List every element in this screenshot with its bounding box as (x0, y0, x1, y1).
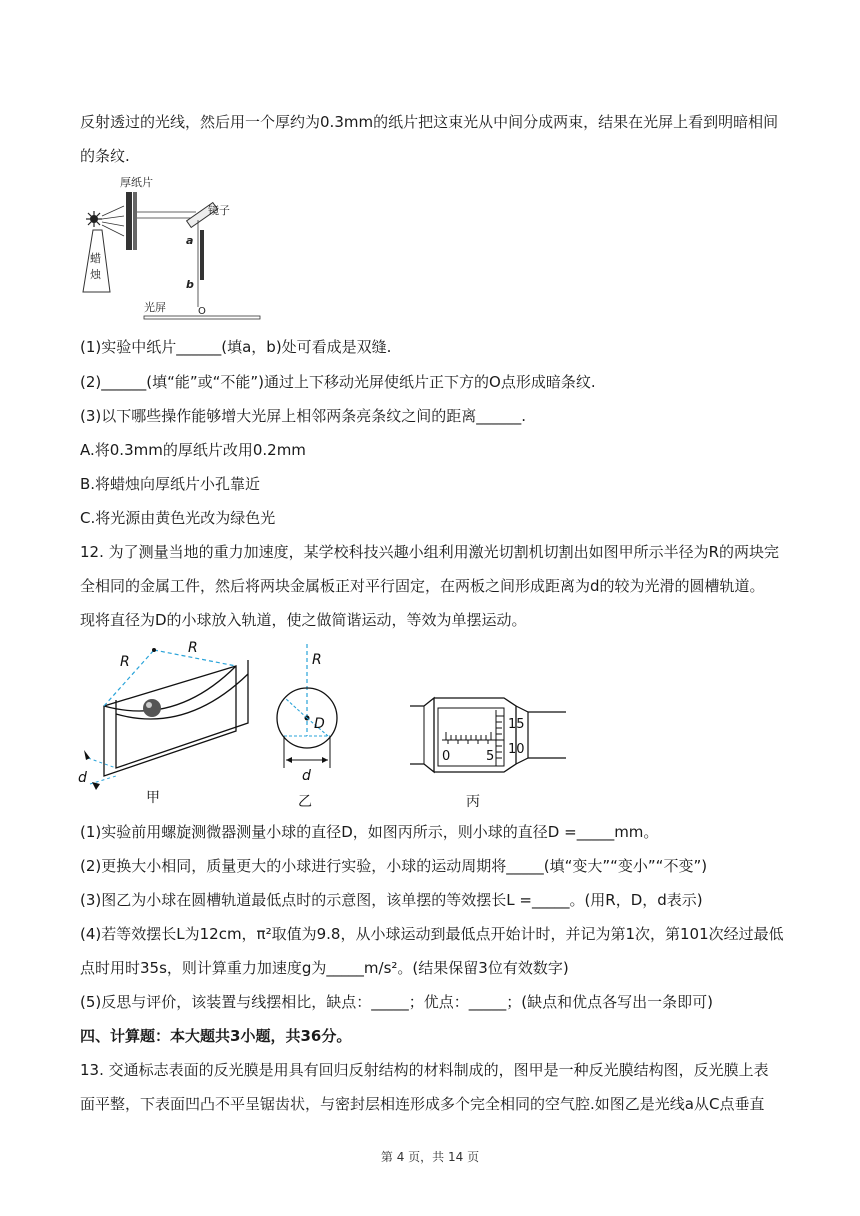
pendulum-figure (76, 636, 576, 816)
double-slit-figure (80, 172, 280, 322)
q11-part-2: (2)______(填“能”或“不能”)通过上下移动光屏使纸片正下方的O点形成暗条纹. (80, 373, 596, 391)
bing-5: 5 (486, 749, 495, 764)
page-footer: 第 4 页，共 14 页 (380, 1150, 480, 1164)
q12-part-4-line-1: (4)若等效摆长L为12cm，π²取值为9.8，从小球运动到最低点开始计时，并记为第1次，第101次经过最低 (80, 925, 784, 943)
ball (143, 699, 161, 717)
jia-r1: R (120, 654, 130, 670)
q12-part-3: (3)图乙为小球在圆槽轨道最低点时的示意图，该单摆的等效摆长L =_____。(用R，D，d表示) (80, 891, 703, 909)
candle-label-2: 烛 (90, 268, 101, 281)
mirror-label: 镜子 (208, 204, 230, 217)
q12-line-2: 全相同的金属工件，然后将两块金属板正对平行固定，在两板之间形成距离为d的较为光滑的圆槽轨道。 (80, 577, 765, 595)
card-label: 厚纸片 (120, 176, 153, 189)
bing-caption: 丙 (466, 794, 480, 810)
q11-part-3: (3)以下哪些操作能够增大光屏上相邻两条亮条纹之间的距离______. (80, 407, 527, 425)
q11-option-c: C.将光源由黄色光改为绿色光 (80, 509, 276, 527)
jia-r2: R (188, 640, 198, 656)
q12-part-4-line-2: 点时用时35s，则计算重力加速度g为_____m/s²。(结果保留3位有效数字) (80, 959, 569, 977)
q13-line-1: 13. 交通标志表面的反光膜是用具有回归反射结构的材料制成的，图甲是一种反光膜结构图，反光膜上表 (80, 1061, 769, 1079)
q12-line-3: 现将直径为D的小球放入轨道，使之做简谐运动，等效为单摆运动。 (80, 611, 527, 629)
yi-d-lower: d (302, 768, 311, 784)
q12-part-2: (2)更换大小相同，质量更大的小球进行实验，小球的运动周期将_____(填“变大”“变小”“不变”) (80, 857, 708, 875)
section-4-title: 四、计算题：本大题共3小题，共36分。 (80, 1027, 352, 1045)
figure-bing (410, 698, 566, 810)
slit-paper (200, 230, 204, 280)
q12-part-5: (5)反思与评价，该装置与线摆相比，缺点：_____；优点：_____；(缺点和优点各写出一条即可) (80, 993, 713, 1011)
q11-option-a: A.将0.3mm的厚纸片改用0.2mm (80, 441, 306, 459)
intro-line-2: 的条纹. (80, 147, 130, 165)
yi-d-upper: D (314, 716, 325, 732)
card (126, 192, 132, 250)
yi-r: R (312, 652, 322, 668)
q11-part-1: (1)实验中纸片______(填a，b)处可看成是双缝. (80, 338, 392, 356)
label-b: b (186, 278, 194, 291)
yi-caption: 乙 (298, 794, 312, 810)
bing-10: 10 (508, 742, 525, 757)
jia-d: d (78, 770, 87, 786)
jia-caption: 甲 (146, 790, 160, 806)
figure-yi (277, 644, 337, 810)
label-o: O (198, 306, 206, 317)
bing-15: 15 (508, 717, 525, 732)
label-a: a (186, 234, 194, 247)
intro-line-1: 反射透过的光线，然后用一个厚约为0.3mm的纸片把这束光从中间分成两束，结果在光屏上看到明暗相间 (80, 113, 779, 131)
candle-label-1: 蜡 (90, 252, 101, 265)
q12-part-1: (1)实验前用螺旋测微器测量小球的直径D，如图丙所示，则小球的直径D =_____mm。 (80, 823, 659, 841)
flame-icon (86, 211, 102, 227)
q11-option-b: B.将蜡烛向厚纸片小孔靠近 (80, 475, 261, 493)
bing-0: 0 (442, 749, 451, 764)
q13-line-2: 面平整，下表面凹凸不平呈锯齿状，与密封层相连形成多个完全相同的空气腔.如图乙是光线a从C点垂直 (80, 1095, 765, 1113)
screen-label: 光屏 (144, 301, 166, 314)
figure-jia (78, 640, 248, 806)
q12-line-1: 12. 为了测量当地的重力加速度，某学校科技兴趣小组利用激光切割机切割出如图甲所示半径为R的两块完 (80, 543, 780, 561)
